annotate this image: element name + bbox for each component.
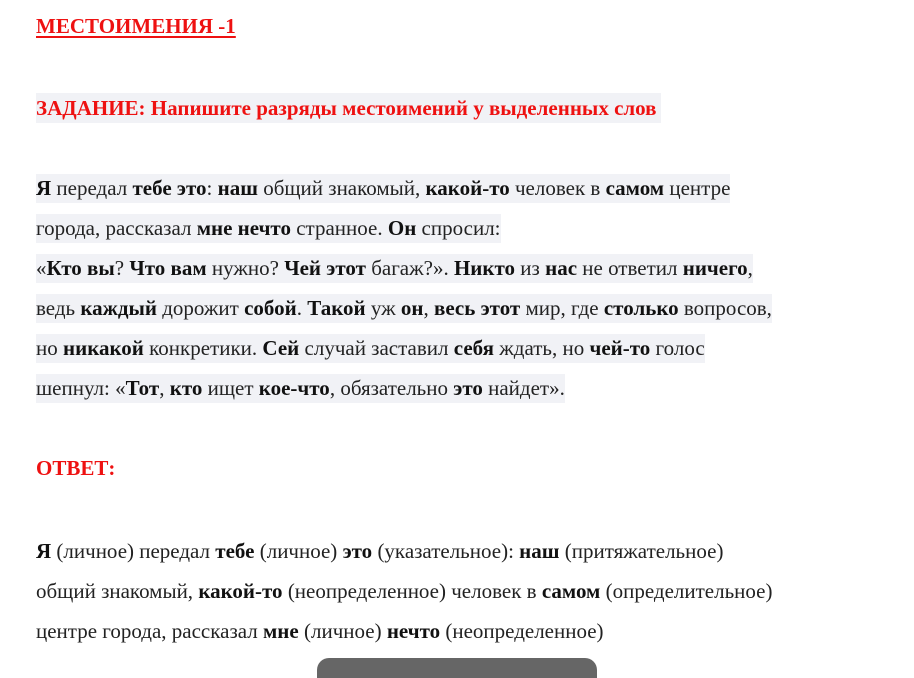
exercise-line xyxy=(36,293,772,323)
text-segment: (притяжательное) xyxy=(559,539,724,563)
pronoun-word: весь этот xyxy=(434,296,521,320)
text-segment: нужно? xyxy=(206,256,285,280)
text-segment: ведь xyxy=(36,296,81,320)
pronoun-word: Я xyxy=(36,539,52,563)
line-text xyxy=(36,174,730,203)
text-segment: уж xyxy=(365,296,401,320)
pronoun-word: самом xyxy=(605,176,665,200)
pronoun-word: каждый xyxy=(80,296,157,320)
pronoun-word: тебе xyxy=(215,539,255,563)
answer-line xyxy=(36,536,772,566)
pronoun-word: мне нечто xyxy=(196,216,291,240)
text-segment: случай заставил xyxy=(299,336,454,360)
pronoun-word: столько xyxy=(603,296,679,320)
pronoun-word: кто xyxy=(169,376,203,400)
pronoun-word: Сей xyxy=(262,336,300,360)
text-segment: не ответил xyxy=(577,256,683,280)
text-segment: шепнул: « xyxy=(36,376,126,400)
text-segment: (указательное): xyxy=(372,539,520,563)
text-segment: города, рассказал xyxy=(36,216,197,240)
line-text xyxy=(36,619,604,643)
line-text xyxy=(36,374,565,403)
text-segment: (личное) передал xyxy=(51,539,216,563)
line-text xyxy=(36,579,772,603)
exercise-paragraph xyxy=(36,173,772,413)
pronoun-word: ничего xyxy=(682,256,748,280)
text-segment: (личное) xyxy=(298,619,387,643)
pronoun-word: какой-то xyxy=(198,579,283,603)
text-segment: , xyxy=(747,256,753,280)
line-text xyxy=(36,254,753,283)
pronoun-word: Чей этот xyxy=(284,256,366,280)
text-segment: (определительное) xyxy=(600,579,773,603)
text-segment: центре города, рассказал xyxy=(36,619,263,643)
text-segment: ищет xyxy=(202,376,259,400)
pronoun-word: никакой xyxy=(63,336,144,360)
pronoun-word: он xyxy=(400,296,424,320)
text-segment: конкретики. xyxy=(143,336,263,360)
line-text xyxy=(36,214,501,243)
pronoun-word: кое-что xyxy=(258,376,330,400)
text-segment: « xyxy=(36,256,47,280)
line-text xyxy=(36,294,772,323)
text-segment: : xyxy=(206,176,218,200)
pronoun-word: Такой xyxy=(307,296,366,320)
bottom-scroll-handle[interactable] xyxy=(317,658,597,678)
pronoun-word: нечто xyxy=(386,619,441,643)
text-segment: (неопределенное) xyxy=(440,619,604,643)
text-segment: багаж?». xyxy=(365,256,454,280)
exercise-line xyxy=(36,373,772,403)
text-segment: вопросов, xyxy=(678,296,772,320)
text-segment: (личное) xyxy=(254,539,343,563)
task-instruction: ЗАДАНИЕ: Напишите разряды местоимений у выделенных слов xyxy=(36,93,661,123)
exercise-line xyxy=(36,173,772,203)
text-segment: центре xyxy=(664,176,731,200)
text-segment: . xyxy=(296,296,308,320)
answer-heading: ОТВЕТ: xyxy=(36,456,116,480)
text-segment: странное. xyxy=(290,216,388,240)
text-segment: общий знакомый, xyxy=(36,579,199,603)
text-segment: общий знакомый, xyxy=(257,176,426,200)
pronoun-word: тебе это xyxy=(132,176,207,200)
text-segment: человек в xyxy=(509,176,606,200)
pronoun-word: наш xyxy=(519,539,560,563)
pronoun-word: себя xyxy=(453,336,495,360)
text-segment: спросил: xyxy=(416,216,501,240)
document-title: МЕСТОИМЕНИЯ -1 xyxy=(36,14,236,38)
text-segment: дорожит xyxy=(157,296,245,320)
text-segment: , обязательно xyxy=(329,376,454,400)
pronoun-word: это xyxy=(342,539,373,563)
exercise-line xyxy=(36,213,772,243)
pronoun-word: Я xyxy=(36,176,52,200)
text-segment: из xyxy=(515,256,546,280)
pronoun-word: Никто xyxy=(453,256,516,280)
text-segment: ждать, но xyxy=(494,336,590,360)
pronoun-word: собой xyxy=(244,296,297,320)
line-text xyxy=(36,539,723,563)
pronoun-word: мне xyxy=(263,619,299,643)
exercise-line xyxy=(36,253,772,283)
answer-line xyxy=(36,576,772,606)
pronoun-word: наш xyxy=(217,176,258,200)
pronoun-word: какой-то xyxy=(425,176,510,200)
pronoun-word: Что вам xyxy=(129,256,207,280)
text-segment: найдет». xyxy=(482,376,565,400)
text-segment: мир, где xyxy=(520,296,604,320)
text-segment: ? xyxy=(114,256,130,280)
answer-paragraph xyxy=(36,536,772,656)
text-segment: голос xyxy=(650,336,705,360)
pronoun-word: чей-то xyxy=(589,336,651,360)
line-text xyxy=(36,334,705,363)
exercise-line xyxy=(36,333,772,363)
pronoun-word: самом xyxy=(541,579,601,603)
pronoun-word: Тот xyxy=(125,376,160,400)
pronoun-word: Кто вы xyxy=(46,256,115,280)
text-segment: но xyxy=(36,336,63,360)
answer-line xyxy=(36,616,772,646)
text-segment: передал xyxy=(51,176,133,200)
text-segment: , xyxy=(159,376,170,400)
pronoun-word: это xyxy=(453,376,483,400)
text-segment: (неопределенное) человек в xyxy=(282,579,542,603)
pronoun-word: нас xyxy=(545,256,578,280)
text-segment: , xyxy=(423,296,434,320)
pronoun-word: Он xyxy=(387,216,417,240)
